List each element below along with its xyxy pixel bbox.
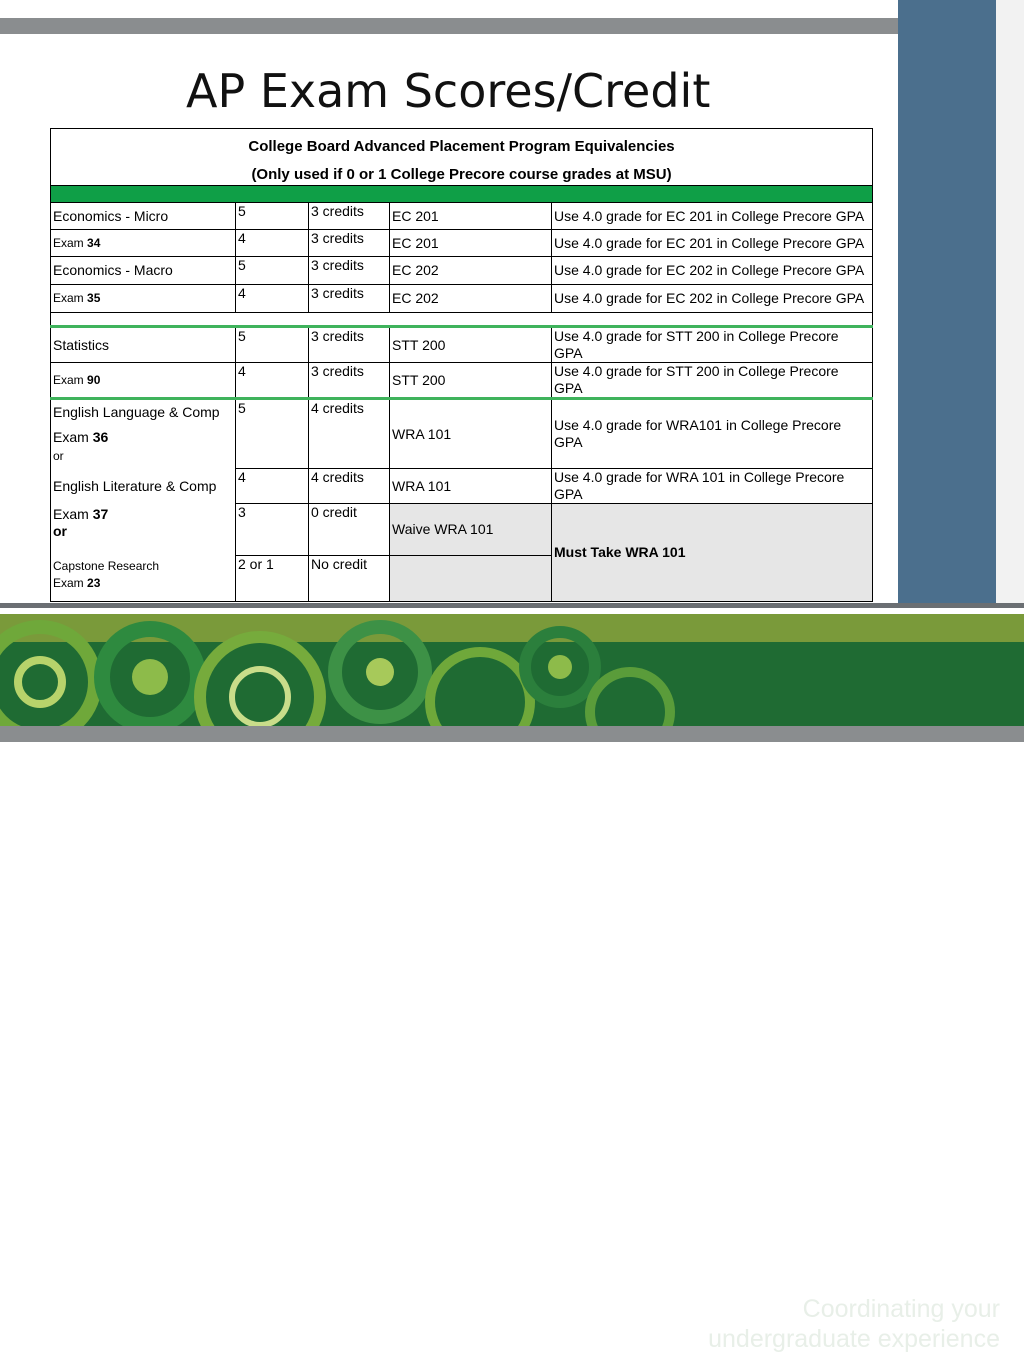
- credits-cell: [309, 363, 390, 399]
- credits-value: 4 credits: [311, 400, 364, 416]
- table-row: [51, 285, 873, 313]
- note-cell: [552, 469, 873, 504]
- score-value: 3: [238, 504, 246, 520]
- credits-value: 3 credits: [311, 363, 364, 379]
- course-cell: [390, 285, 552, 313]
- score-cell: [236, 556, 309, 602]
- course-value: EC 201: [392, 207, 439, 224]
- bottom-gray-bar: [0, 726, 1024, 742]
- table-row: [51, 257, 873, 285]
- credits-value: 0 credit: [311, 504, 357, 520]
- capstone-name: Capstone Research: [53, 558, 160, 573]
- score-cell: [236, 327, 309, 363]
- score-value: 4: [238, 285, 246, 301]
- exam-prefix: Exam: [53, 291, 84, 305]
- subject-name: English Language & Comp: [53, 404, 220, 420]
- course-value: WRA 101: [392, 425, 452, 442]
- note-cell: [552, 363, 873, 399]
- credits-value: 4 credits: [311, 469, 364, 485]
- course-value: EC 202: [392, 290, 439, 306]
- or-label: or: [53, 522, 67, 539]
- score-value: 4: [238, 363, 246, 379]
- score-cell: [236, 469, 309, 504]
- exam-number: 36: [92, 429, 109, 445]
- subject-name: Economics - Micro: [53, 207, 169, 224]
- header-subtitle: (Only used if 0 or 1 College Precore course grades at MSU): [251, 165, 672, 183]
- header-title: College Board Advanced Placement Program Equivalencies: [248, 137, 675, 155]
- circle-pattern-graphic: [0, 642, 1024, 726]
- exam-number: 90: [87, 372, 101, 387]
- credits-cell: [309, 504, 390, 556]
- table-row: [51, 399, 873, 469]
- score-value: 5: [238, 328, 246, 344]
- bottom-margin: [0, 742, 1024, 768]
- subject-name: Economics - Macro: [53, 262, 173, 278]
- note-cell: [552, 285, 873, 313]
- exam-number: 37: [92, 505, 109, 522]
- credits-cell: [309, 469, 390, 504]
- credits-cell: [309, 327, 390, 363]
- score-value: 4: [238, 469, 246, 485]
- slide-title: AP Exam Scores/Credit: [186, 64, 711, 118]
- credits-value: No credit: [311, 556, 368, 572]
- tagline: [660, 1294, 1000, 1354]
- note-value: Use 4.0 grade for STT 200 in College Precore GPA: [554, 363, 839, 396]
- note-cell: [552, 327, 873, 363]
- note-value: Use 4.0 grade for EC 201 in College Precore GPA: [554, 207, 865, 224]
- exam-prefix: Exam: [53, 372, 84, 387]
- note-cell: [552, 399, 873, 469]
- subject-cell: [51, 257, 236, 285]
- course-cell: [390, 504, 552, 556]
- credits-value: 3 credits: [311, 328, 364, 344]
- score-cell: [236, 203, 309, 230]
- exam-line: [53, 506, 233, 523]
- course-cell: [390, 230, 552, 257]
- exam-cell: [51, 285, 236, 313]
- spacer-row: [51, 313, 873, 327]
- table-row: [51, 469, 873, 504]
- exam-number: 35: [87, 291, 101, 305]
- course-cell: [390, 363, 552, 399]
- note-cell: [552, 203, 873, 230]
- table-row: [51, 230, 873, 257]
- score-cell: [236, 257, 309, 285]
- exam-prefix: Exam: [53, 429, 89, 445]
- course-cell: [390, 327, 552, 363]
- footer-banner: [0, 642, 1024, 1353]
- subject-cell: [51, 469, 236, 504]
- credits-cell: [309, 230, 390, 257]
- footer-separator: [0, 603, 1024, 608]
- note-value: Use 4.0 grade for STT 200 in College Precore GPA: [554, 328, 839, 361]
- right-blue-column: [898, 0, 996, 606]
- ap-equivalency-table: [50, 128, 873, 602]
- table-row: [51, 504, 873, 556]
- course-cell: [390, 556, 552, 602]
- must-take-note: Must Take WRA 101: [554, 544, 686, 560]
- score-cell: [236, 285, 309, 313]
- score-cell: [236, 504, 309, 556]
- score-value: 5: [238, 203, 246, 219]
- score-value: 5: [238, 257, 246, 273]
- course-cell: [390, 203, 552, 230]
- exam-line: [53, 429, 233, 446]
- credits-cell: [309, 399, 390, 469]
- green-divider: [51, 186, 873, 203]
- subject-cell: [51, 556, 236, 602]
- note-value: Use 4.0 grade for WRA101 in College Precore GPA: [554, 417, 842, 450]
- credits-value: 3 credits: [311, 203, 364, 219]
- exam-cell: [51, 363, 236, 399]
- course-value: STT 200: [392, 371, 446, 388]
- course-value: Waive WRA 101: [392, 521, 494, 537]
- subject-cell: [51, 203, 236, 230]
- exam-cell: [51, 230, 236, 257]
- subject-cell: [51, 504, 236, 556]
- table-row: [51, 203, 873, 230]
- score-value: 5: [238, 400, 246, 416]
- credits-value: 3 credits: [311, 285, 364, 301]
- table-header-row: [51, 129, 873, 164]
- course-value: EC 201: [392, 234, 439, 251]
- note-cell: [552, 257, 873, 285]
- spacer: [51, 313, 873, 327]
- table-row: [51, 327, 873, 363]
- credits-cell: [309, 203, 390, 230]
- course-cell: [390, 399, 552, 469]
- exam-prefix: Exam: [53, 235, 84, 250]
- score-cell: [236, 399, 309, 469]
- subject-cell: [51, 399, 236, 469]
- table-subheader-row: [51, 163, 873, 186]
- note-cell: [552, 230, 873, 257]
- course-value: EC 202: [392, 262, 439, 278]
- exam-number: 34: [87, 235, 101, 250]
- score-cell: [236, 363, 309, 399]
- subject-name: English Literature & Comp: [53, 477, 217, 494]
- header-subtitle-cell: [51, 163, 873, 186]
- subject-name: Statistics: [53, 336, 110, 353]
- course-cell: [390, 469, 552, 504]
- note-value: Use 4.0 grade for EC 202 in College Precore GPA: [554, 290, 865, 306]
- subject-cell: [51, 327, 236, 363]
- note-value: Use 4.0 grade for EC 202 in College Precore GPA: [554, 262, 865, 278]
- note-value: Use 4.0 grade for EC 201 in College Precore GPA: [554, 234, 865, 251]
- score-cell: [236, 230, 309, 257]
- top-gray-bar: [0, 18, 1024, 34]
- tagline-line-2: undergraduate experience: [708, 1325, 1000, 1353]
- exam-line: [53, 575, 233, 592]
- equivalency-table-wrapper: [50, 128, 872, 602]
- or-label: or: [53, 449, 64, 463]
- green-divider-row: [51, 186, 873, 203]
- credits-value: 3 credits: [311, 230, 364, 246]
- course-cell: [390, 257, 552, 285]
- credits-cell: [309, 285, 390, 313]
- score-value: 2 or 1: [238, 556, 274, 572]
- table-row: [51, 363, 873, 399]
- score-value: 4: [238, 230, 246, 246]
- exam-number: 23: [87, 575, 101, 590]
- note-value: Use 4.0 grade for WRA 101 in College Precore GPA: [554, 469, 845, 502]
- course-value: WRA 101: [392, 477, 452, 494]
- exam-prefix: Exam: [53, 505, 89, 522]
- credits-value: 3 credits: [311, 257, 364, 273]
- course-value: STT 200: [392, 336, 446, 353]
- header-title-cell: [51, 129, 873, 164]
- credits-cell: [309, 556, 390, 602]
- must-take-cell: [552, 504, 873, 602]
- credits-cell: [309, 257, 390, 285]
- right-edge-strip: [996, 0, 1024, 606]
- tagline-line-1: Coordinating your: [802, 1295, 1000, 1323]
- exam-prefix: Exam: [53, 575, 84, 590]
